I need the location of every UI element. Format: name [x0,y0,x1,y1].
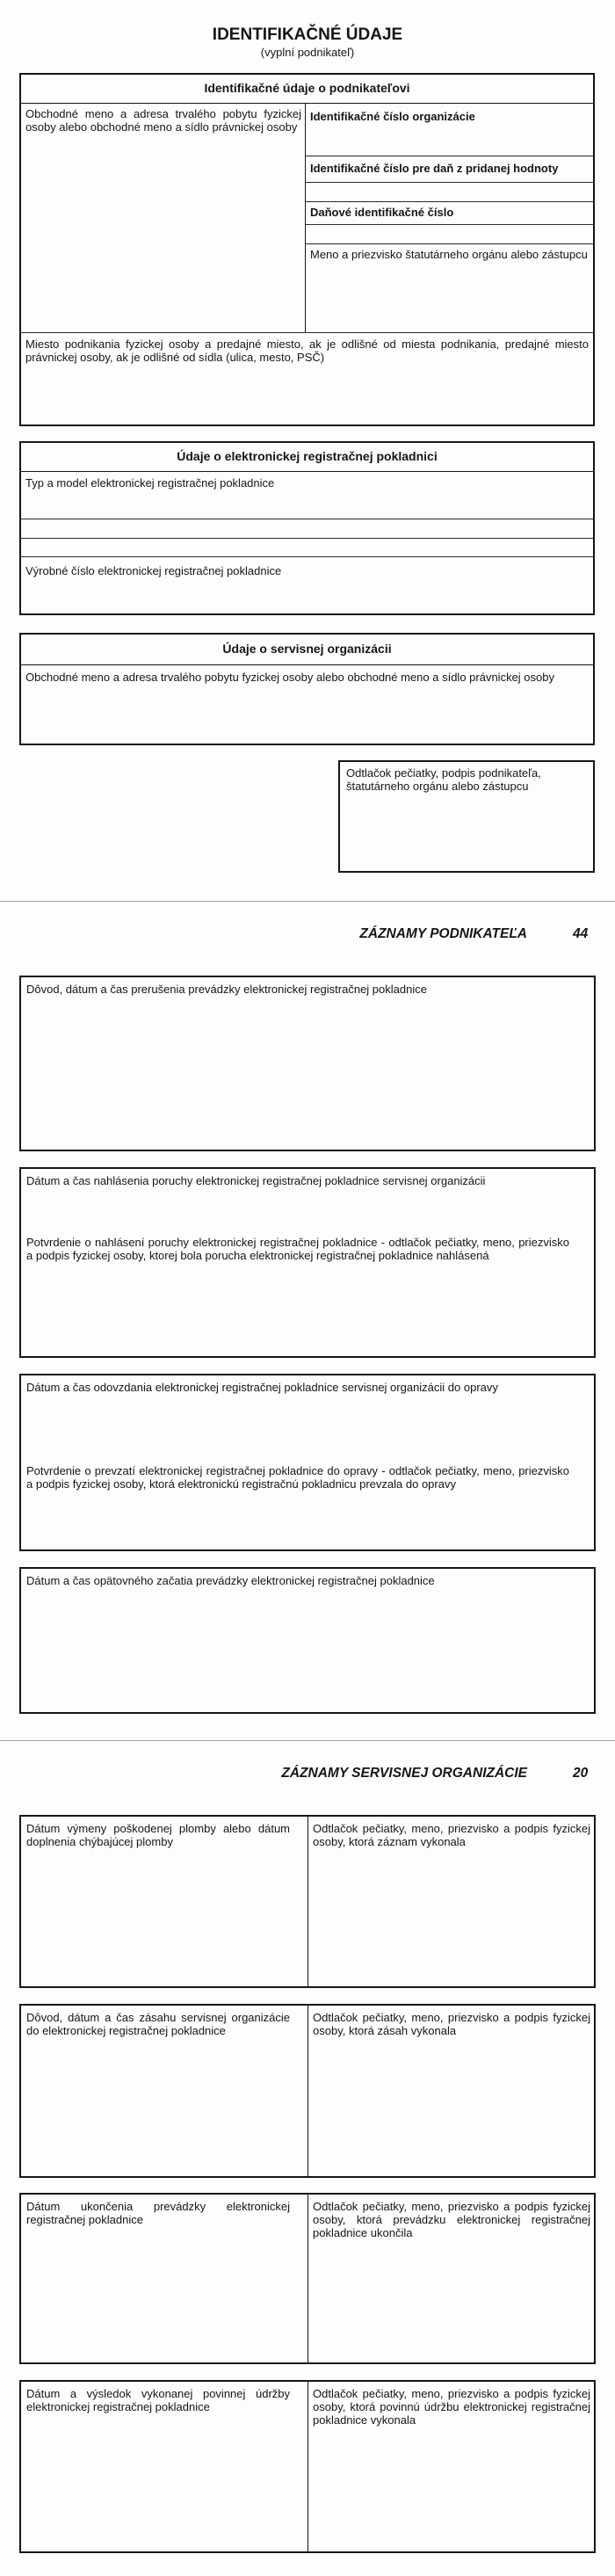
interruption-record-label: Dôvod, dátum a čas prerušenia prevádzky elektronickej registračnej pokladnice [26,983,427,996]
repair-handover-box [19,1374,596,1551]
fault-report-label: Dátum a čas nahlásenia poruchy elektronickej registračnej pokladnice servisnej organizácii [26,1174,486,1187]
signature-stamp-label: Odtlačok pečiatky, podpis podnikateľa, štatutárneho orgánu alebo zástupcu [346,766,541,793]
service-records-heading: ZÁZNAMY SERVISNEJ ORGANIZÁCIE [281,1766,527,1781]
repair-handover-label: Dátum a čas odovzdania elektronickej registračnej pokladnice servisnej organizácii do opravy [26,1381,498,1394]
seal-replacement-record-box [19,1815,596,1988]
ic-dph-label: Identifikačné číslo pre daň z pridanej hodnoty [310,162,559,175]
service-organization-section-header: Údaje o servisnej organizácii [21,635,593,665]
maintenance-signature-label: Odtlačok pečiatky, meno, priezvisko a podpis fyzickej osoby, ktorá povinnú údržbu elektronickej registračnej pokladnice vykonala [313,2387,590,2427]
operation-restart-label: Dátum a čas opätovného začatia prevádzky elektronickej registračnej pokladnice [26,1574,435,1587]
row-divider [21,332,593,333]
maintenance-label: Dátum a výsledok vykonanej povinnej údržby elektronickej registračnej pokladnice [26,2387,290,2413]
field-divider [305,201,593,202]
page-subtitle: (vyplní podnikateľ) [260,46,355,59]
operation-restart-box [19,1567,596,1714]
signature-stamp-box [338,760,595,873]
service-intervention-label: Dôvod, dátum a čas zásahu servisnej organizácie do elektronickej registračnej pokladnice [26,2011,290,2037]
field-divider [305,182,593,183]
page-separator [0,1740,615,1741]
entrepreneur-section [19,73,595,426]
entrepreneur-records-heading: ZÁZNAMY PODNIKATEĽA [359,926,527,941]
field-divider [21,556,593,557]
service-intervention-signature-label: Odtlačok pečiatky, meno, priezvisko a podpis fyzickej osoby, ktorá zásah vykonala [313,2011,590,2037]
cash-register-section-header: Údaje o elektronickej registračnej pokladnici [21,443,593,472]
page-separator [0,901,615,902]
field-divider [305,224,593,225]
repair-handover-confirmation-label: Potvrdenie o prevzatí elektronickej registračnej pokladnice do opravy - odtlačok pečiatky, meno, priezvisko a podpis fyzickej osoby, ktorá elektronickú registračnú pokladnicu prevzala do opravy [26,1464,569,1491]
fault-report-confirmation-label: Potvrdenie o nahlásení poruchy elektronickej registračnej pokladnice - odtlačok pečiatky, meno, priezvisko a podpis fyzickej osoby, ktorej bola porucha elektronickej registračnej pokladnice nahlásená [26,1236,569,1262]
operation-end-record-box [19,2193,596,2364]
service-organization-section [19,633,595,745]
fault-report-box [19,1167,596,1358]
cash-register-section [19,441,595,615]
operation-end-label: Dátum ukončenia prevádzky elektronickej registračnej pokladnice [26,2200,290,2226]
maintenance-record-box [19,2380,596,2553]
seal-replacement-label: Dátum výmeny poškodenej plomby alebo dátum doplnenia chýbajúcej plomby [26,1822,290,1848]
dic-label: Daňové identifikačné číslo [310,206,454,219]
page-number: 20 [573,1766,589,1781]
entrepreneur-name-address-label: Obchodné meno a adresa trvalého pobytu fyzickej osoby alebo obchodné meno a sídlo právnickej osoby [25,107,301,134]
field-divider [305,243,593,244]
page-title: IDENTIFIKAČNÉ ÚDAJE [212,25,403,44]
service-organization-name-address-label: Obchodné meno a adresa trvalého pobytu fyzickej osoby alebo obchodné meno a sídlo právnickej osoby [25,671,554,684]
operation-end-signature-label: Odtlačok pečiatky, meno, priezvisko a podpis fyzickej osoby, ktorá prevádzku elektronickej registračnej pokladnice ukončila [313,2200,590,2239]
interruption-record-box [19,976,596,1151]
service-intervention-record-box [19,2004,596,2178]
field-divider [21,538,593,539]
entrepreneur-section-header: Identifikačné údaje o podnikateľovi [21,75,593,104]
business-place-label: Miesto podnikania fyzickej osoby a predajné miesto, ak je odlišné od miesta podnikania, predajné miesto právnickej osoby, ak je odlišné od sídla (ulica, mesto, PSČ) [25,337,589,364]
column-divider [305,104,306,332]
statutory-representative-label: Meno a priezvisko štatutárneho orgánu alebo zástupcu [310,248,588,261]
ico-label: Identifikačné číslo organizácie [310,110,475,123]
cash-register-type-label: Typ a model elektronickej registračnej pokladnice [25,476,275,490]
cash-register-serial-label: Výrobné číslo elektronickej registračnej pokladnice [25,564,282,577]
page-number: 44 [573,926,589,941]
seal-replacement-signature-label: Odtlačok pečiatky, meno, priezvisko a podpis fyzickej osoby, ktorá záznam vykonala [313,1822,590,1848]
